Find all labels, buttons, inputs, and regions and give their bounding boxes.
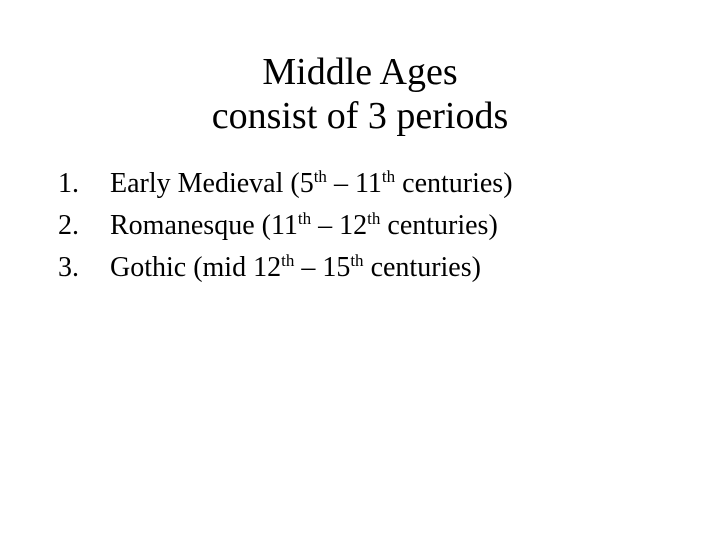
period-range: – 15: [294, 252, 351, 283]
list-item-romanesque: [58, 205, 698, 247]
ordinal-suffix: th: [281, 251, 295, 270]
period-range: – 11: [326, 168, 382, 199]
period-range: – 12: [311, 210, 368, 241]
ordinal-suffix: th: [350, 251, 364, 270]
period-unit: centuries): [380, 210, 498, 241]
period-name: Romanesque (11: [110, 210, 298, 241]
slide-title: [0, 50, 720, 138]
ordinal-suffix: th: [297, 209, 312, 228]
list-number: 3.: [58, 252, 79, 283]
list-number: 2.: [58, 210, 79, 241]
period-name: Gothic (mid 12: [110, 252, 282, 283]
period-list: [58, 163, 698, 289]
ordinal-suffix: th: [313, 167, 327, 186]
title-line-2: consist of 3 periods: [211, 95, 509, 137]
list-item-gothic: [58, 247, 698, 289]
ordinal-suffix: th: [367, 209, 381, 228]
list-item-early-medieval: [58, 163, 698, 205]
title-line-1: Middle Ages: [262, 51, 458, 93]
list-number: 1.: [58, 168, 79, 199]
period-name: Early Medieval (5: [110, 168, 314, 199]
ordinal-suffix: th: [381, 167, 396, 186]
period-unit: centuries): [395, 168, 513, 199]
period-unit: centuries): [363, 252, 481, 283]
